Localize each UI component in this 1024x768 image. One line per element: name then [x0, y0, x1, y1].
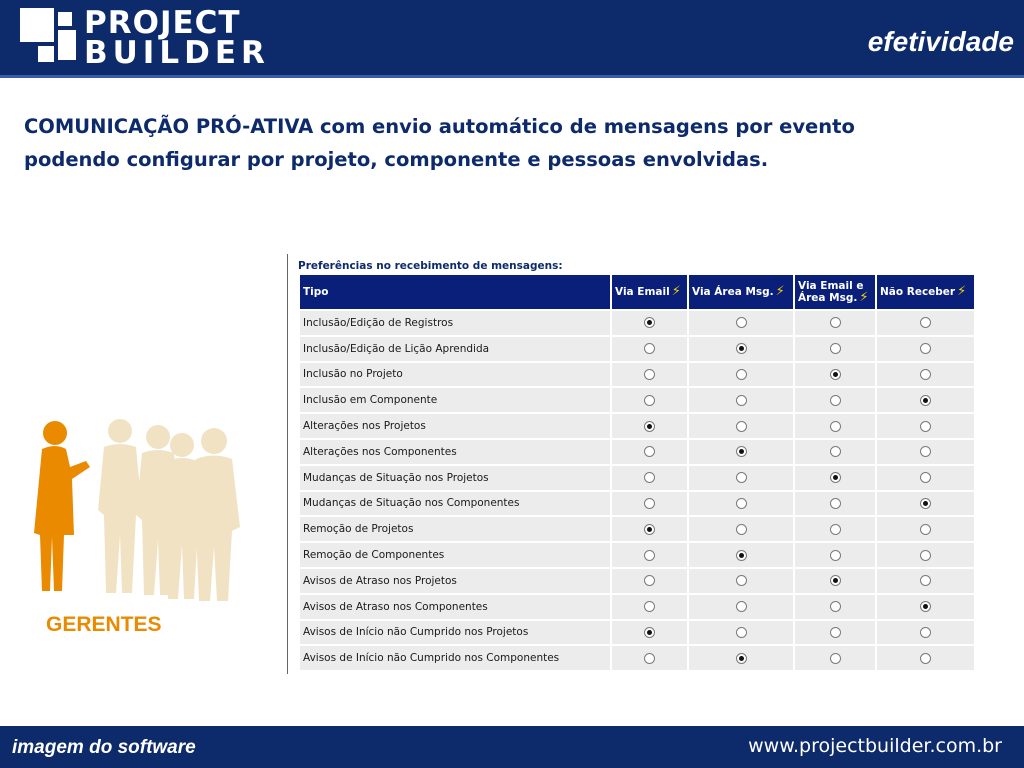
radio-button[interactable] — [830, 395, 841, 406]
radio-button[interactable] — [644, 550, 655, 561]
table-row — [300, 621, 974, 645]
footer-bar — [0, 726, 1024, 768]
radio-button[interactable] — [736, 472, 747, 483]
row-tipo: Avisos de Início não Cumprido nos Projetos — [300, 621, 610, 645]
row-tipo: Remoção de Componentes — [300, 543, 610, 567]
radio-cell — [877, 595, 974, 619]
radio-cell — [612, 595, 687, 619]
radio-button[interactable] — [920, 369, 931, 380]
row-tipo: Mudanças de Situação nos Componentes — [300, 492, 610, 516]
radio-button[interactable] — [830, 498, 841, 509]
row-tipo: Inclusão no Projeto — [300, 363, 610, 387]
logo-wordmark — [84, 5, 270, 71]
radio-cell — [689, 517, 793, 541]
radio-cell — [877, 621, 974, 645]
row-tipo: Avisos de Atraso nos Componentes — [300, 595, 610, 619]
radio-button[interactable] — [644, 395, 655, 406]
radio-cell — [612, 466, 687, 490]
radio-button[interactable] — [920, 472, 931, 483]
radio-cell — [612, 388, 687, 412]
radio-cell — [795, 363, 875, 387]
radio-button[interactable] — [736, 369, 747, 380]
footer-url[interactable]: www.projectbuilder.com.br — [748, 735, 1002, 757]
table-row — [300, 646, 974, 670]
radio-cell — [795, 388, 875, 412]
table-body — [300, 311, 974, 670]
radio-button[interactable] — [736, 653, 747, 664]
radio-cell — [612, 621, 687, 645]
radio-button[interactable] — [920, 498, 931, 509]
radio-cell — [689, 363, 793, 387]
radio-cell — [612, 311, 687, 335]
software-screenshot — [287, 254, 979, 674]
radio-cell — [612, 363, 687, 387]
row-tipo: Alterações nos Projetos — [300, 414, 610, 438]
col-via-area-msg-label: Via Área Msg. — [692, 286, 774, 298]
radio-button[interactable] — [830, 653, 841, 664]
radio-cell — [795, 569, 875, 593]
radio-button[interactable] — [736, 550, 747, 561]
header-bar — [0, 0, 1024, 78]
radio-button[interactable] — [920, 575, 931, 586]
radio-button[interactable] — [736, 575, 747, 586]
table-row — [300, 492, 974, 516]
preferences-title: Preferências no recebimento de mensagens: — [298, 260, 563, 272]
row-tipo: Avisos de Início não Cumprido nos Componentes — [300, 646, 610, 670]
row-tipo: Remoção de Projetos — [300, 517, 610, 541]
radio-cell — [877, 543, 974, 567]
radio-cell — [689, 311, 793, 335]
figure-caption: GERENTES — [46, 613, 162, 636]
table-row — [300, 569, 974, 593]
radio-cell — [689, 595, 793, 619]
radio-button[interactable] — [920, 601, 931, 612]
radio-cell — [795, 595, 875, 619]
row-tipo: Inclusão em Componente — [300, 388, 610, 412]
footer-label: imagem do software — [12, 737, 196, 758]
message-preferences-table — [298, 273, 976, 672]
radio-cell — [689, 440, 793, 464]
radio-cell — [689, 646, 793, 670]
radio-button[interactable] — [830, 472, 841, 483]
radio-button[interactable] — [920, 627, 931, 638]
col-nao-receber — [877, 275, 974, 309]
radio-cell — [689, 337, 793, 361]
table-row — [300, 414, 974, 438]
radio-cell — [795, 543, 875, 567]
radio-cell — [877, 466, 974, 490]
radio-cell — [877, 363, 974, 387]
radio-button[interactable] — [644, 498, 655, 509]
people-silhouette-icon — [30, 415, 250, 615]
radio-button[interactable] — [920, 524, 931, 535]
radio-cell — [689, 414, 793, 438]
radio-cell — [689, 388, 793, 412]
radio-button[interactable] — [644, 575, 655, 586]
radio-cell — [612, 492, 687, 516]
radio-cell — [877, 492, 974, 516]
radio-cell — [877, 388, 974, 412]
headline-line-1: COMUNICAÇÃO PRÓ-ATIVA com envio automático de mensagens por evento — [24, 115, 855, 138]
headline-line-2: podendo configurar por projeto, componente e pessoas envolvidas. — [24, 148, 769, 171]
col-tipo: Tipo — [300, 275, 610, 309]
radio-button[interactable] — [830, 446, 841, 457]
radio-button[interactable] — [644, 627, 655, 638]
table-row — [300, 543, 974, 567]
logo-line-2: BUILDER — [84, 35, 270, 71]
table-row — [300, 337, 974, 361]
radio-button[interactable] — [644, 472, 655, 483]
lightning-icon: ⚡ — [671, 284, 681, 299]
radio-cell — [689, 466, 793, 490]
radio-cell — [795, 466, 875, 490]
radio-cell — [795, 440, 875, 464]
table-row — [300, 363, 974, 387]
table-row — [300, 517, 974, 541]
radio-button[interactable] — [736, 627, 747, 638]
radio-cell — [877, 440, 974, 464]
radio-cell — [877, 311, 974, 335]
col-via-email-e-area-line2: Área Msg. — [798, 292, 858, 304]
radio-button[interactable] — [736, 524, 747, 535]
logo-line-1: PROJECT — [84, 5, 241, 41]
radio-cell — [689, 569, 793, 593]
row-tipo: Inclusão/Edição de Registros — [300, 311, 610, 335]
lightning-icon: ⚡ — [859, 290, 869, 305]
radio-button[interactable] — [644, 421, 655, 432]
radio-button[interactable] — [644, 369, 655, 380]
radio-cell — [612, 646, 687, 670]
radio-button[interactable] — [644, 524, 655, 535]
radio-cell — [795, 621, 875, 645]
radio-cell — [795, 492, 875, 516]
radio-button[interactable] — [736, 395, 747, 406]
radio-button[interactable] — [920, 317, 931, 328]
row-tipo: Avisos de Atraso nos Projetos — [300, 569, 610, 593]
radio-button[interactable] — [736, 446, 747, 457]
col-via-email-e-area — [795, 275, 875, 309]
radio-button[interactable] — [644, 653, 655, 664]
radio-button[interactable] — [830, 550, 841, 561]
col-via-area-msg — [689, 275, 793, 309]
radio-button[interactable] — [920, 653, 931, 664]
radio-button[interactable] — [644, 343, 655, 354]
radio-cell — [877, 646, 974, 670]
header-tagline: efetividade — [867, 26, 1014, 57]
radio-cell — [612, 569, 687, 593]
radio-button[interactable] — [830, 343, 841, 354]
table-row — [300, 440, 974, 464]
col-nao-receber-label: Não Receber — [880, 286, 956, 298]
radio-button[interactable] — [736, 601, 747, 612]
radio-button[interactable] — [736, 317, 747, 328]
radio-button[interactable] — [830, 369, 841, 380]
table-row — [300, 311, 974, 335]
radio-button[interactable] — [830, 524, 841, 535]
radio-cell — [795, 337, 875, 361]
radio-button[interactable] — [644, 317, 655, 328]
radio-cell — [877, 517, 974, 541]
radio-cell — [612, 440, 687, 464]
col-via-email — [612, 275, 687, 309]
headline — [24, 110, 1014, 176]
row-tipo: Inclusão/Edição de Lição Aprendida — [300, 337, 610, 361]
radio-cell — [689, 492, 793, 516]
col-via-email-label: Via Email — [615, 286, 670, 298]
radio-button[interactable] — [830, 601, 841, 612]
radio-button[interactable] — [830, 317, 841, 328]
radio-button[interactable] — [736, 498, 747, 509]
table-row — [300, 466, 974, 490]
radio-button[interactable] — [736, 343, 747, 354]
radio-cell — [795, 414, 875, 438]
radio-cell — [795, 517, 875, 541]
logo-mark-icon — [20, 8, 76, 70]
radio-button[interactable] — [830, 421, 841, 432]
radio-cell — [877, 337, 974, 361]
radio-button[interactable] — [830, 575, 841, 586]
lightning-icon: ⚡ — [957, 284, 967, 299]
radio-button[interactable] — [920, 395, 931, 406]
project-builder-logo — [20, 5, 270, 72]
radio-button[interactable] — [920, 343, 931, 354]
row-tipo: Alterações nos Componentes — [300, 440, 610, 464]
radio-button[interactable] — [644, 446, 655, 457]
radio-cell — [689, 621, 793, 645]
radio-button[interactable] — [920, 550, 931, 561]
radio-cell — [612, 337, 687, 361]
table-row — [300, 595, 974, 619]
radio-cell — [612, 414, 687, 438]
row-tipo: Mudanças de Situação nos Projetos — [300, 466, 610, 490]
radio-button[interactable] — [830, 627, 841, 638]
col-via-email-e-area-line1: Via Email e — [798, 280, 864, 292]
table-row — [300, 388, 974, 412]
radio-button[interactable] — [644, 601, 655, 612]
radio-cell — [689, 543, 793, 567]
radio-button[interactable] — [920, 421, 931, 432]
radio-cell — [795, 646, 875, 670]
radio-button[interactable] — [920, 446, 931, 457]
radio-cell — [877, 569, 974, 593]
table-header-row — [300, 275, 974, 309]
radio-cell — [795, 311, 875, 335]
lightning-icon: ⚡ — [775, 284, 785, 299]
radio-cell — [612, 517, 687, 541]
radio-cell — [612, 543, 687, 567]
radio-button[interactable] — [736, 421, 747, 432]
radio-cell — [877, 414, 974, 438]
